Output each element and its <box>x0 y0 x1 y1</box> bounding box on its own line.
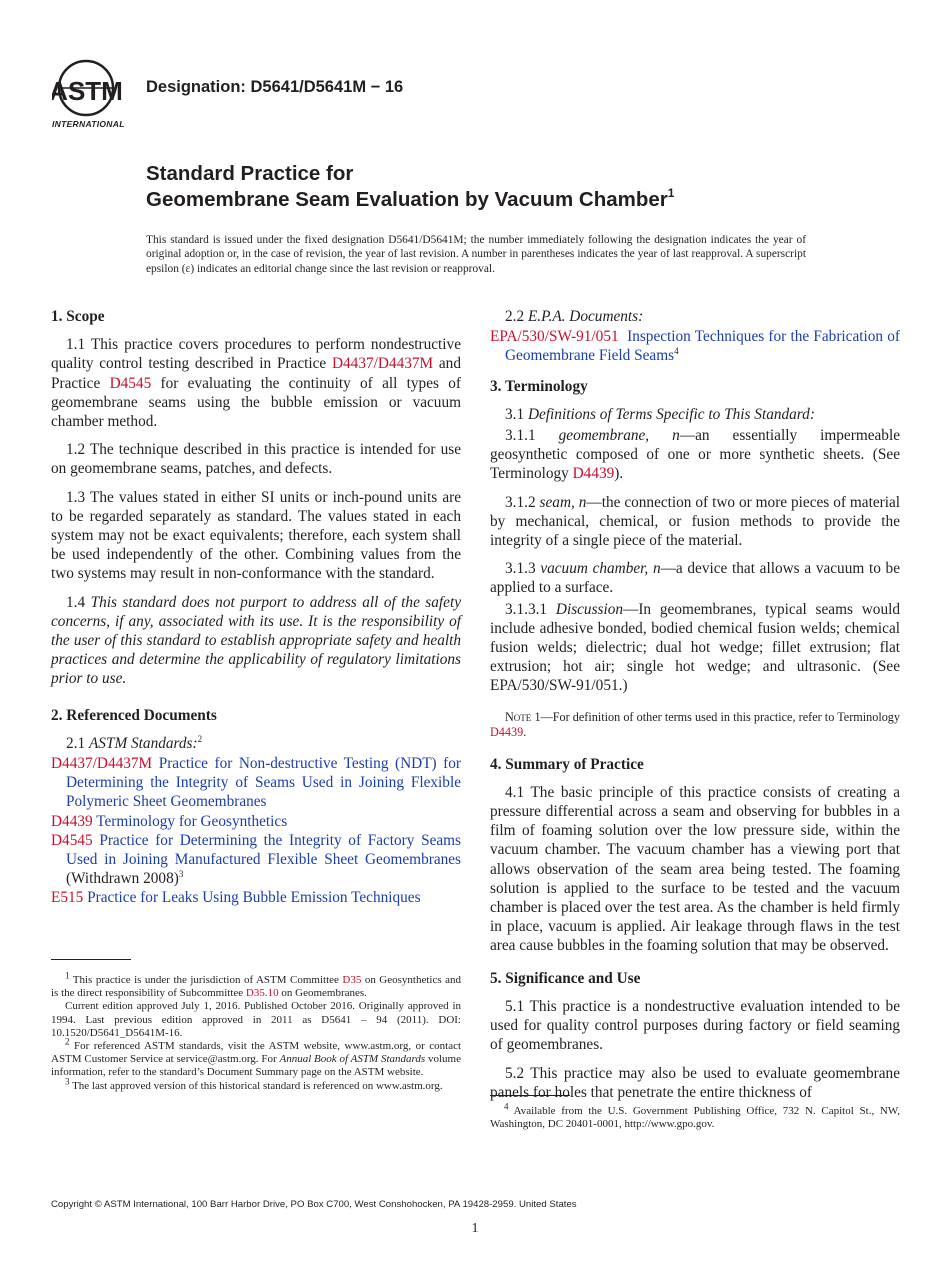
svg-text:ASTM: ASTM <box>52 76 123 106</box>
footnote-1: $^1$ This practice is under the jurisdiction of ASTM Committee D35 on Geosynthetics and is the direct responsibility of Subcommittee D35.10 on Geomembranes. <box>51 970 461 1000</box>
link-d4439[interactable]: D4439 <box>572 465 615 483</box>
reference-item <box>51 754 461 812</box>
link-d4545[interactable]: D4545 <box>109 374 152 392</box>
astm-logo <box>52 58 136 132</box>
astm-logo-subtext: INTERNATIONAL <box>52 119 125 129</box>
footnote-2: $^2$ For referenced ASTM standards, visit the ASTM website, www.astm.org, or contact ASTM Customer Service at service@astm.org. For Annual Book of ASTM Standards volume information, refer to the standard’s Document Summary page on the ASTM website. <box>51 1036 462 1079</box>
link-d35-10[interactable]: D35.10 <box>245 987 279 1000</box>
para-1-1: 1.1 This practice covers procedures to perform nondestructive quality control testing described in Practice D4437/D4437M and Practice D4545 for evaluating the continuity of all types of geomembrane seams using the bubble emission or vacuum chamber method. <box>51 336 461 431</box>
reference-item <box>51 812 461 831</box>
para-3-1-1: 3.1.1 geomembrane, n—an essentially impermeable geosynthetic composed of one or more synthetic sheets. (See Terminology D4439). <box>490 427 900 483</box>
para-3-1-2: 3.1.2 seam, n—the connection of two or more pieces of material by mechanical, chemical, or fusion methods to provide the integrity of a single piece of the material. <box>490 493 900 550</box>
reference-code-link[interactable]: D4545 <box>51 831 93 849</box>
footnote-rule-right <box>490 1095 570 1096</box>
title-line1: Standard Practice for <box>146 162 354 185</box>
copyright-footer: Copyright © ASTM International, 100 Barr Harbor Drive, PO Box C700, West Conshohocken, PA 19428-2959. United States <box>51 1199 577 1210</box>
link-d4439-note[interactable]: D4439 <box>490 724 524 739</box>
para-5-2: 5.2 This practice may also be used to evaluate geomembrane panels for holes that penetrate the entire thickness of <box>490 1064 900 1101</box>
section-4-heading: 4. Summary of Practice <box>490 755 644 773</box>
reference-title-link[interactable]: Practice for Determining the Integrity of Factory Seams Used in Joining Manufactured Flexible Sheet Geomembranes <box>66 831 462 869</box>
link-d35[interactable]: D35 <box>342 974 362 986</box>
link-epa[interactable]: EPA/530/SW-91/051 <box>490 328 619 346</box>
para-3-1-3-1: 3.1.3.1 Discussion—In geomembranes, typical seams would include adhesive bonded, bodied chemical fusion welds; chemical fusion welds; dielectric; dual hot wedge; fillet extrusion; flat extrusion; hot air; single hot wedge; and ultrasonic. (See EPA/530/SW-91/051.) <box>490 600 901 695</box>
right-column <box>490 307 900 1111</box>
title-line2: Geomembrane Seam Evaluation by Vacuum Chamber$^1$ <box>146 186 675 211</box>
section-5-heading: 5. Significance and Use <box>490 969 641 987</box>
para-2-2: 2.2 E.P.A. Documents: <box>505 308 644 325</box>
para-3-1-3: 3.1.3 vacuum chamber, n—a device that allows a vacuum to be applied to a surface. <box>490 560 900 597</box>
link-d4437[interactable]: D4437/D4437M <box>331 355 434 373</box>
epa-reference: EPA/530/SW-91/051 Inspection Techniques for the Fabrication of Geomembrane Field Seams$^4$ <box>490 328 901 365</box>
reference-extra: (Withdrawn 2008) <box>66 870 179 888</box>
section-2-heading: 2. Referenced Documents <box>51 706 217 724</box>
left-column <box>51 307 461 908</box>
reference-title-link[interactable]: Practice for Non-destructive Testing (NDT) for Determining the Integrity of Seams Used in Joining Flexible Polymeric Sheet Geomembranes <box>66 755 461 811</box>
epa-title[interactable]: Inspection Techniques for the Fabrication of Geomembrane Field Seams <box>505 328 901 365</box>
para-5-1: 5.1 This practice is a nondestructive evaluation intended to be used for quality control purposes during factory or field seaming of geomembranes. <box>490 997 900 1054</box>
intro-text: This standard is issued under the fixed designation D5641/D5641M; the number immediately following the designation indicates the year of original adoption or, in the case of revision, the year of last revision. A number in parentheses indicates the year of last reapproval. A superscript epsilon (ε) indicates an editorial change since the last revision or reapproval. <box>146 234 806 275</box>
footnotes-left <box>51 970 462 1093</box>
footnote-1-edition: Current edition approved July 1, 2016. Published October 2016. Originally approved in 1994. Last previous edition approved in 2011 as D5641 – 94 (2011). DOI: 10.1520/D5641_D5641M-16. <box>51 1000 461 1039</box>
page-title <box>146 161 674 213</box>
footnote-rule-left <box>51 959 131 960</box>
para-2-1: 2.1 ASTM Standards:$^2$ <box>66 733 203 752</box>
footnote-3: $^3$ The last approved version of this historical standard is referenced on www.astm.org. <box>65 1075 443 1092</box>
reference-footnote-marker: 3 <box>178 869 184 880</box>
section-3-heading: 3. Terminology <box>490 377 588 395</box>
reference-code-link[interactable]: D4439 <box>51 812 93 830</box>
reference-title-link[interactable]: Practice for Leaks Using Bubble Emission Techniques <box>87 889 421 907</box>
reference-code-link[interactable]: E515 <box>51 889 84 907</box>
para-1-3: 1.3 The values stated in either SI units or inch-pound units are to be regarded separately as standard. The values stated in each system may not be exact equivalents; therefore, each system shall be used independently of the other. Combining values from the two systems may result in non-conformance with the standard. <box>51 488 461 583</box>
para-3-1: 3.1 Definitions of Terms Specific to This Standard: <box>505 405 815 423</box>
reference-title-link[interactable]: Terminology for Geosynthetics <box>96 812 288 830</box>
para-1-2: 1.2 The technique described in this practice is intended for use on geomembrane seams, patches, and defects. <box>51 441 461 478</box>
note-1: Note 1—For definition of other terms used in this practice, refer to Terminology D4439. <box>490 709 900 739</box>
referenced-documents-list <box>51 754 461 908</box>
reference-code-link[interactable]: D4437/D4437M <box>51 755 153 773</box>
reference-item <box>51 888 461 907</box>
para-1-4: 1.4 This standard does not purport to address all of the safety concerns, if any, associated with its use. It is the responsibility of the user of this standard to establish appropriate safety and health practices and determine the applicability of regulatory limitations prior to use. <box>51 593 461 688</box>
reference-item <box>51 831 461 889</box>
footnote-4: $^4$ Available from the U.S. Government Publishing Office, 732 N. Capitol St., NW, Washington, DC 20401-0001, http://www.gpo.gov. <box>490 1101 900 1131</box>
designation: Designation: D5641/D5641M − 16 <box>146 78 404 96</box>
para-4-1: 4.1 The basic principle of this practice consists of creating a pressure differential across a seam and observing for bubbles in a film of foaming solution over the low pressure side, within the vacuum chamber. The vacuum chamber has a viewing port that allows observation of the seam area being tested. The foaming solution is applied to the surface to be tested and the vacuum chamber is placed over the test area. As the chamber is held firmly in place, vacuum is applied. Air leakage through flaws in the test area cause bubbles in the foaming solution that may be observed. <box>490 783 900 955</box>
page-number: 1 <box>471 1221 479 1236</box>
section-1-heading: 1. Scope <box>51 308 105 325</box>
